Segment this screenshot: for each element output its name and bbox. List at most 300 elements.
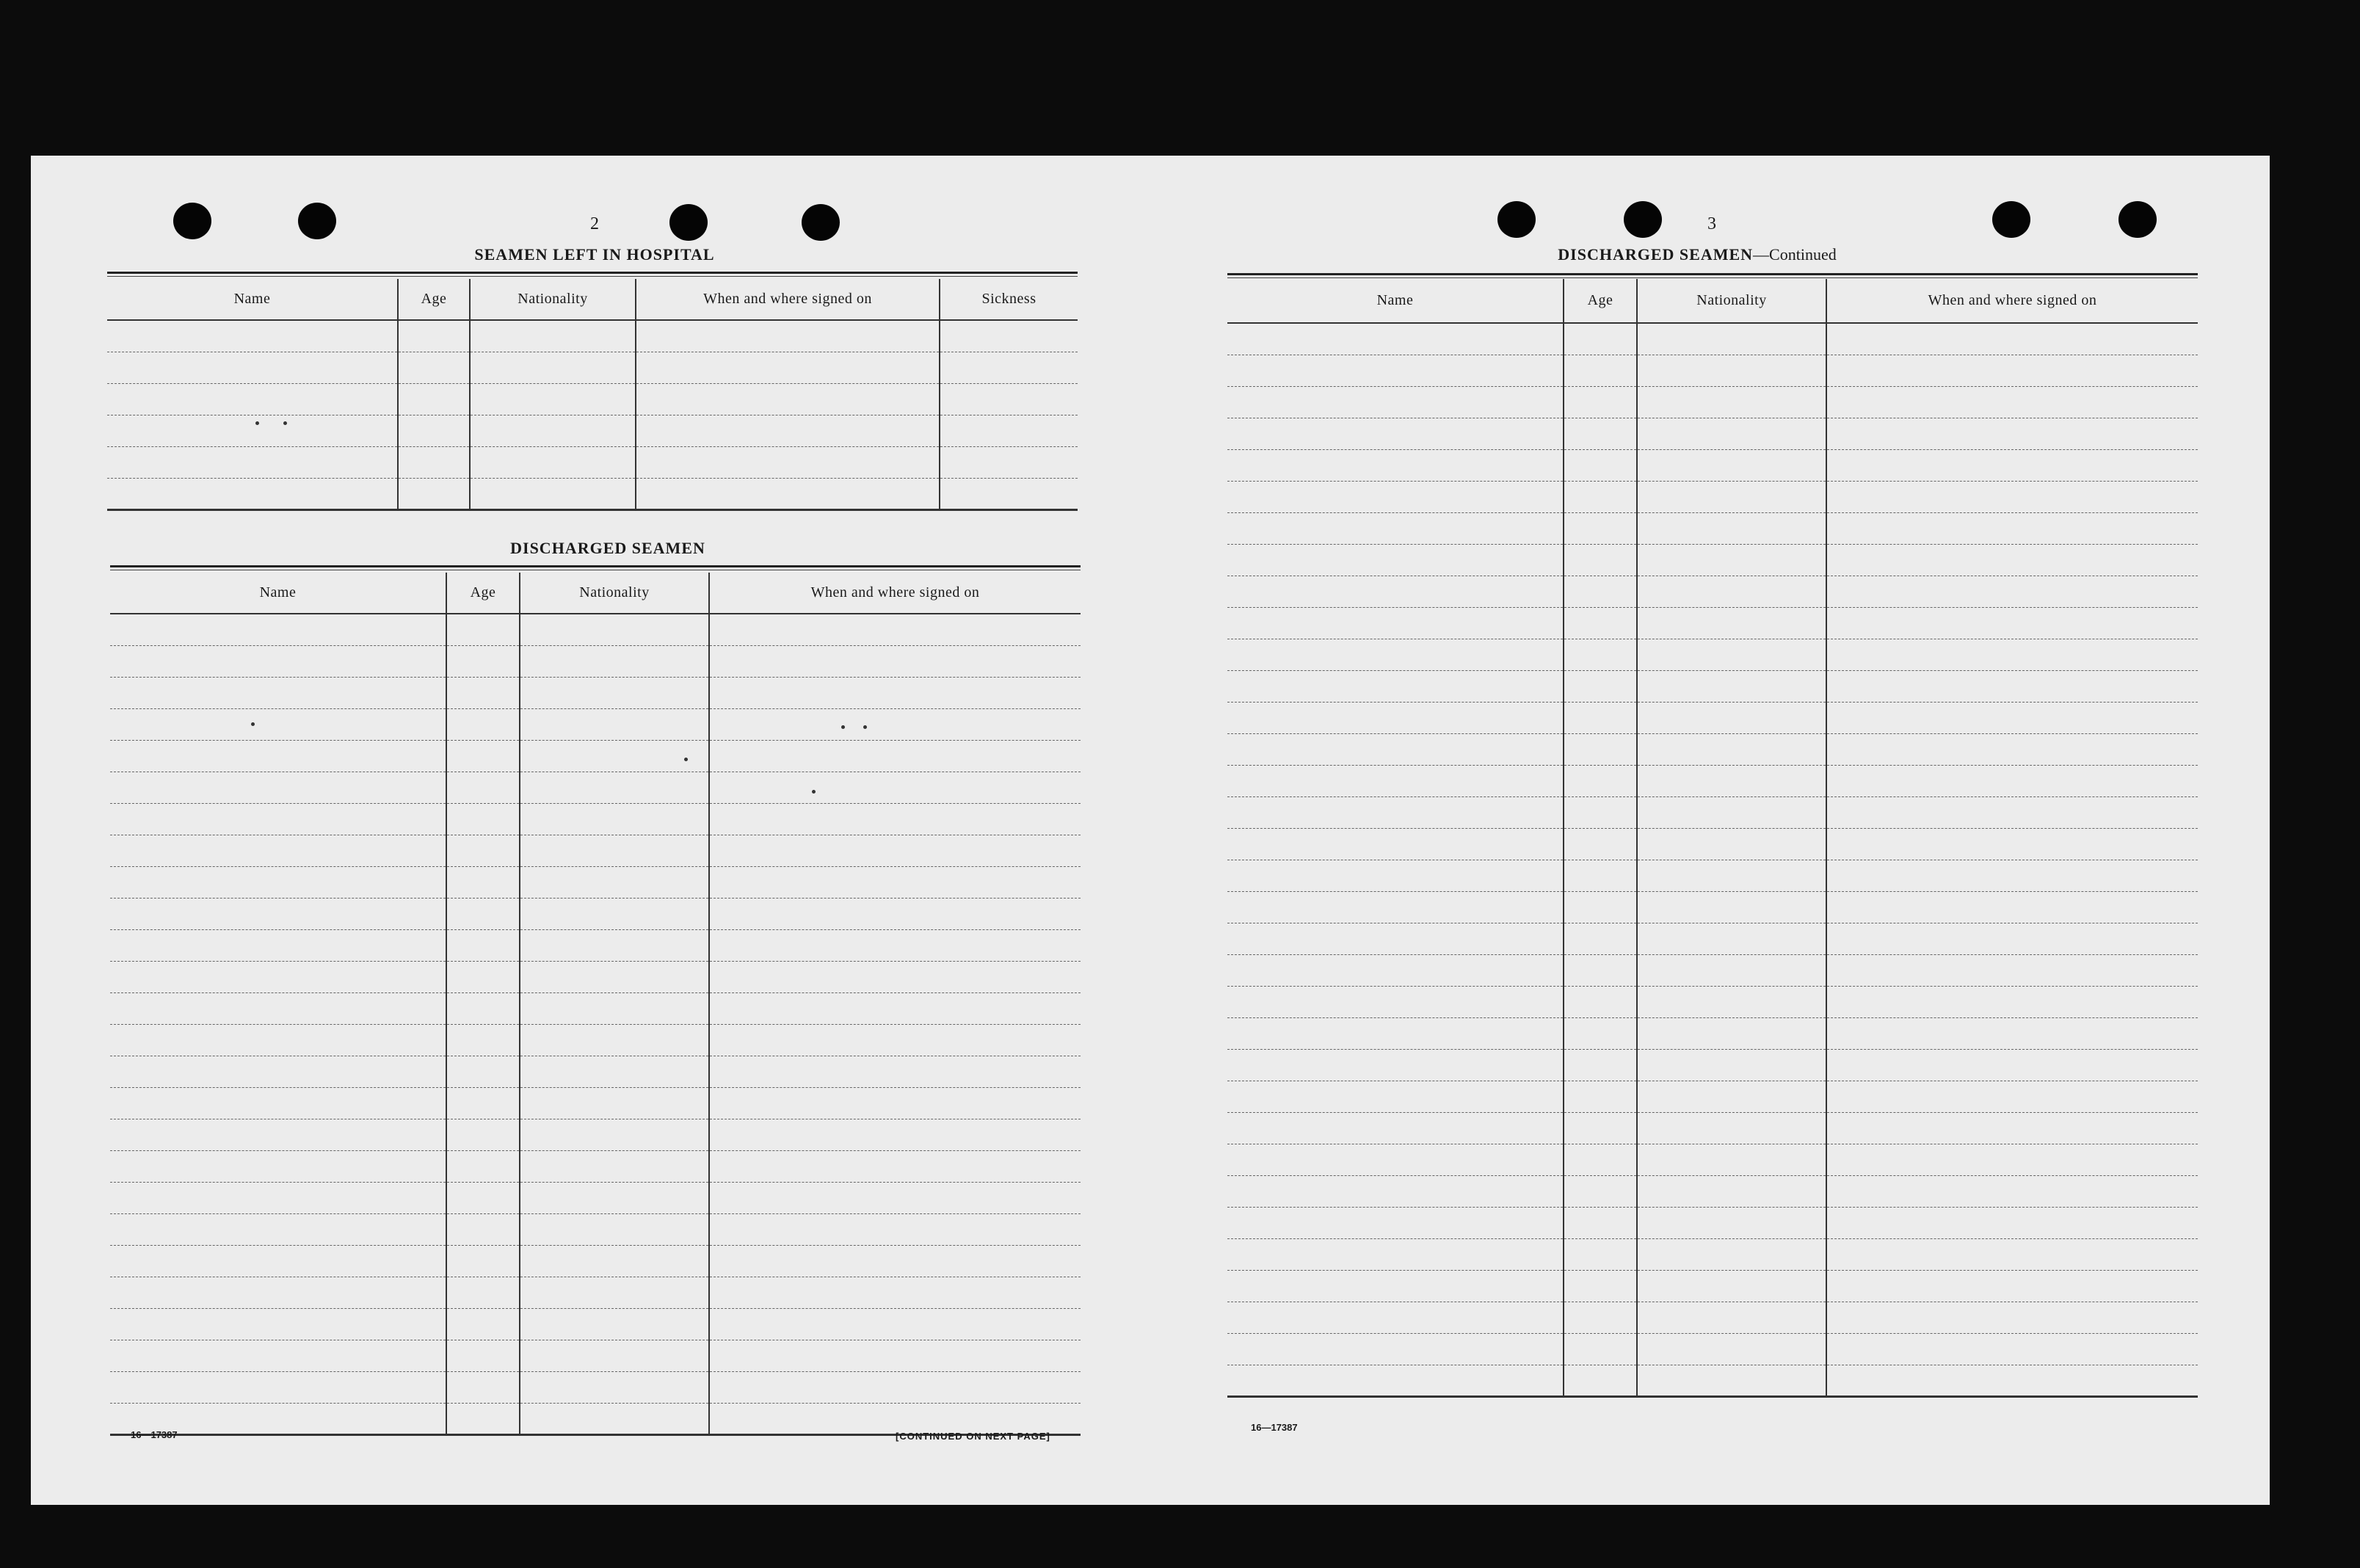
- table-cell: [107, 383, 398, 415]
- table-cell: [110, 1340, 446, 1371]
- table-cell: [709, 835, 1081, 866]
- table-cell: [1826, 1017, 2198, 1049]
- col-header-age: Age: [1564, 279, 1637, 323]
- table-cell: [709, 772, 1081, 803]
- table-cell: [1637, 702, 1826, 733]
- table-cell: [636, 415, 940, 446]
- table-cell: [709, 992, 1081, 1024]
- table-cell: [1564, 1081, 1637, 1112]
- table-cell: [940, 383, 1078, 415]
- table-cell: [1227, 1112, 1564, 1144]
- table-cell: [709, 1403, 1081, 1434]
- table-row: [107, 352, 1078, 383]
- table-cell: [520, 772, 709, 803]
- table-cell: [1637, 639, 1826, 670]
- table-cell: [1227, 733, 1564, 765]
- table-cell: [709, 1340, 1081, 1371]
- table-row: [1227, 1270, 2198, 1302]
- table-cell: [446, 835, 520, 866]
- discharged-table: [110, 573, 1081, 1436]
- table-cell: [1637, 418, 1826, 449]
- table-cell: [1637, 891, 1826, 923]
- table-cell: [446, 1119, 520, 1150]
- table-row: [110, 772, 1081, 803]
- table-cell: [110, 929, 446, 961]
- table-cell: [709, 1024, 1081, 1056]
- table-cell: [110, 772, 446, 803]
- punch-hole: [173, 203, 211, 239]
- table-cell: [1826, 1302, 2198, 1333]
- table-cell: [709, 1182, 1081, 1213]
- table-cell: [709, 740, 1081, 772]
- table-cell: [1227, 1365, 1564, 1396]
- table-cell: [470, 446, 636, 478]
- table-row: [1227, 765, 2198, 796]
- table-cell: [446, 677, 520, 708]
- table-cell: [1826, 1175, 2198, 1207]
- table-row: [1227, 1049, 2198, 1081]
- table-cell: [446, 1308, 520, 1340]
- table-cell: [1826, 733, 2198, 765]
- table-cell: [520, 1245, 709, 1277]
- table-cell: [520, 898, 709, 929]
- table-cell: [446, 1087, 520, 1119]
- table-row: [110, 1245, 1081, 1277]
- table-cell: [1227, 323, 1564, 355]
- punch-hole: [1992, 201, 2030, 238]
- table-row: [107, 415, 1078, 446]
- table-cell: [398, 320, 470, 352]
- table-cell: [1564, 544, 1637, 576]
- table-cell: [1564, 512, 1637, 544]
- table-cell: [1637, 1238, 1826, 1270]
- table-cell: [1564, 1017, 1637, 1049]
- table-cell: [1826, 607, 2198, 639]
- table-cell: [470, 352, 636, 383]
- table-row: [110, 1024, 1081, 1056]
- table-cell: [446, 1245, 520, 1277]
- table-cell: [520, 1182, 709, 1213]
- table-cell: [1826, 796, 2198, 828]
- table-cell: [520, 645, 709, 677]
- table-cell: [1564, 828, 1637, 860]
- page-number-right: 3: [1707, 214, 1716, 233]
- table-cell: [1564, 860, 1637, 891]
- table-cell: [1826, 891, 2198, 923]
- table-row: [1227, 386, 2198, 418]
- table-cell: [1564, 1049, 1637, 1081]
- table-cell: [1637, 576, 1826, 607]
- col-header-signed-on: When and where signed on: [1826, 279, 2198, 323]
- table-row: [1227, 702, 2198, 733]
- table-row: [1227, 481, 2198, 512]
- table-cell: [1227, 512, 1564, 544]
- table-row: [110, 1403, 1081, 1434]
- table-row: [110, 1182, 1081, 1213]
- table-cell: [1826, 923, 2198, 954]
- table-row: [110, 645, 1081, 677]
- table-cell: [520, 1371, 709, 1403]
- table-cell: [1227, 355, 1564, 386]
- table-cell: [709, 1277, 1081, 1308]
- table-cell: [110, 898, 446, 929]
- table-cell: [520, 708, 709, 740]
- scan-speck: [684, 758, 688, 761]
- table-cell: [520, 1403, 709, 1434]
- table-row: [110, 961, 1081, 992]
- col-header-nationality: Nationality: [470, 279, 636, 320]
- table-cell: [1564, 1270, 1637, 1302]
- table-cell: [470, 383, 636, 415]
- table-cell: [1564, 733, 1637, 765]
- table-cell: [110, 1182, 446, 1213]
- table-cell: [1637, 1144, 1826, 1175]
- table-cell: [446, 1340, 520, 1371]
- continued-title-rule: [1227, 273, 2198, 275]
- hospital-table: [107, 279, 1078, 511]
- table-cell: [520, 961, 709, 992]
- table-cell: [1227, 828, 1564, 860]
- table-cell: [709, 1213, 1081, 1245]
- table-cell: [520, 1308, 709, 1340]
- table-cell: [110, 1087, 446, 1119]
- table-cell: [446, 1024, 520, 1056]
- table-cell: [1564, 1238, 1637, 1270]
- table-cell: [1564, 765, 1637, 796]
- table-cell: [110, 708, 446, 740]
- table-cell: [1227, 386, 1564, 418]
- table-cell: [1826, 1144, 2198, 1175]
- col-header-name: Name: [1227, 279, 1564, 323]
- table-cell: [446, 1371, 520, 1403]
- table-cell: [1564, 891, 1637, 923]
- col-header-name: Name: [110, 573, 446, 614]
- table-cell: [446, 1182, 520, 1213]
- table-cell: [470, 415, 636, 446]
- table-cell: [446, 961, 520, 992]
- table-cell: [1564, 639, 1637, 670]
- table-cell: [709, 1119, 1081, 1150]
- table-cell: [110, 1213, 446, 1245]
- table-cell: [709, 803, 1081, 835]
- table-row: [110, 1213, 1081, 1245]
- table-cell: [1826, 481, 2198, 512]
- table-cell: [1227, 1270, 1564, 1302]
- table-cell: [940, 352, 1078, 383]
- table-cell: [470, 320, 636, 352]
- table-cell: [520, 1340, 709, 1371]
- punch-hole: [1624, 201, 1662, 238]
- discharged-continued-title-main: DISCHARGED SEAMEN: [1558, 245, 1754, 264]
- table-row: [1227, 607, 2198, 639]
- table-cell: [1637, 544, 1826, 576]
- table-cell: [1637, 1112, 1826, 1144]
- table-cell: [110, 1150, 446, 1182]
- punch-hole: [1497, 201, 1536, 238]
- table-cell: [1227, 1144, 1564, 1175]
- table-cell: [1564, 481, 1637, 512]
- table-row: [107, 320, 1078, 352]
- table-row: [1227, 923, 2198, 954]
- table-cell: [520, 1119, 709, 1150]
- table-cell: [1564, 986, 1637, 1017]
- table-row: [110, 1340, 1081, 1371]
- table-row: [1227, 1112, 2198, 1144]
- table-cell: [1637, 1207, 1826, 1238]
- table-cell: [709, 1087, 1081, 1119]
- table-row: [1227, 512, 2198, 544]
- table-cell: [709, 1056, 1081, 1087]
- table-cell: [1637, 1081, 1826, 1112]
- table-cell: [1227, 1175, 1564, 1207]
- table-cell: [107, 446, 398, 478]
- table-cell: [1564, 607, 1637, 639]
- table-cell: [1637, 481, 1826, 512]
- table-row: [107, 383, 1078, 415]
- table-cell: [110, 645, 446, 677]
- table-cell: [1826, 860, 2198, 891]
- table-cell: [1637, 1333, 1826, 1365]
- table-cell: [446, 1277, 520, 1308]
- form-code-left: 16—17387: [131, 1429, 178, 1440]
- col-header-nationality: Nationality: [520, 573, 709, 614]
- table-row: [110, 835, 1081, 866]
- table-cell: [1564, 323, 1637, 355]
- table-row: [110, 1371, 1081, 1403]
- table-cell: [520, 1056, 709, 1087]
- table-cell: [520, 866, 709, 898]
- table-cell: [520, 992, 709, 1024]
- table-row: [1227, 544, 2198, 576]
- table-cell: [1564, 449, 1637, 481]
- table-cell: [1227, 544, 1564, 576]
- table-row: [1227, 1207, 2198, 1238]
- table-cell: [1637, 986, 1826, 1017]
- table-cell: [1637, 1017, 1826, 1049]
- table-cell: [1637, 1175, 1826, 1207]
- table-cell: [1637, 796, 1826, 828]
- table-row: [110, 929, 1081, 961]
- table-cell: [398, 415, 470, 446]
- table-cell: [1227, 765, 1564, 796]
- table-row: [1227, 733, 2198, 765]
- table-cell: [1564, 1207, 1637, 1238]
- table-cell: [110, 740, 446, 772]
- table-cell: [1637, 1049, 1826, 1081]
- table-cell: [446, 708, 520, 740]
- table-cell: [446, 992, 520, 1024]
- table-row: [1227, 828, 2198, 860]
- table-row: [110, 898, 1081, 929]
- table-row: [1227, 355, 2198, 386]
- table-cell: [1564, 355, 1637, 386]
- continued-note: [CONTINUED ON NEXT PAGE]: [896, 1431, 1050, 1442]
- table-cell: [940, 478, 1078, 509]
- table-row: [107, 446, 1078, 478]
- table-row: [110, 803, 1081, 835]
- table-cell: [1637, 828, 1826, 860]
- col-header-age: Age: [446, 573, 520, 614]
- table-cell: [940, 320, 1078, 352]
- table-cell: [110, 866, 446, 898]
- table-row: [1227, 1365, 2198, 1396]
- table-cell: [1826, 576, 2198, 607]
- document-sheet: [31, 156, 2270, 1505]
- table-cell: [1826, 386, 2198, 418]
- table-cell: [110, 835, 446, 866]
- table-cell: [1826, 1049, 2198, 1081]
- col-header-signed-on: When and where signed on: [709, 573, 1081, 614]
- table-cell: [1826, 512, 2198, 544]
- table-cell: [1637, 1270, 1826, 1302]
- table-cell: [1564, 1333, 1637, 1365]
- table-row: [1227, 1302, 2198, 1333]
- col-header-age: Age: [398, 279, 470, 320]
- table-cell: [1227, 923, 1564, 954]
- table-cell: [636, 446, 940, 478]
- table-cell: [1227, 986, 1564, 1017]
- table-cell: [709, 645, 1081, 677]
- table-row: [107, 478, 1078, 509]
- table-row: [110, 677, 1081, 708]
- scan-speck: [283, 421, 287, 425]
- table-cell: [1826, 639, 2198, 670]
- table-cell: [1564, 796, 1637, 828]
- hospital-section-title: SEAMEN LEFT IN HOSPITAL: [474, 245, 715, 264]
- discharged-continued-title: [1558, 245, 1836, 264]
- table-row: [1227, 639, 2198, 670]
- table-cell: [1826, 954, 2198, 986]
- table-cell: [1637, 355, 1826, 386]
- table-cell: [1227, 449, 1564, 481]
- table-cell: [709, 929, 1081, 961]
- table-cell: [1227, 607, 1564, 639]
- table-cell: [1826, 1238, 2198, 1270]
- continued-table: [1227, 279, 2198, 1398]
- table-cell: [1637, 733, 1826, 765]
- table-cell: [1637, 1302, 1826, 1333]
- table-cell: [398, 383, 470, 415]
- table-cell: [1826, 1333, 2198, 1365]
- table-cell: [1564, 1144, 1637, 1175]
- table-cell: [709, 898, 1081, 929]
- table-row: [1227, 1333, 2198, 1365]
- table-cell: [1826, 1270, 2198, 1302]
- table-cell: [110, 1371, 446, 1403]
- table-row: [1227, 449, 2198, 481]
- table-cell: [446, 929, 520, 961]
- table-cell: [446, 1403, 520, 1434]
- table-cell: [446, 1150, 520, 1182]
- table-cell: [1227, 954, 1564, 986]
- table-cell: [110, 677, 446, 708]
- table-cell: [1637, 954, 1826, 986]
- table-cell: [940, 415, 1078, 446]
- table-cell: [110, 961, 446, 992]
- table-cell: [1637, 860, 1826, 891]
- table-cell: [1227, 576, 1564, 607]
- table-cell: [1227, 418, 1564, 449]
- table-cell: [1227, 860, 1564, 891]
- col-header-sickness: Sickness: [940, 279, 1078, 320]
- table-row: [1227, 1238, 2198, 1270]
- table-cell: [709, 708, 1081, 740]
- table-row: [110, 740, 1081, 772]
- table-row: [1227, 1017, 2198, 1049]
- table-cell: [1826, 828, 2198, 860]
- table-cell: [398, 352, 470, 383]
- table-cell: [110, 1119, 446, 1150]
- table-cell: [1227, 1238, 1564, 1270]
- table-row: [1227, 1144, 2198, 1175]
- table-row: [1227, 1081, 2198, 1112]
- table-row: [1227, 986, 2198, 1017]
- table-cell: [709, 866, 1081, 898]
- table-cell: [709, 677, 1081, 708]
- table-cell: [1637, 1365, 1826, 1396]
- table-cell: [1227, 639, 1564, 670]
- table-cell: [636, 320, 940, 352]
- table-cell: [1227, 702, 1564, 733]
- discharged-section-title: DISCHARGED SEAMEN: [510, 539, 705, 557]
- scan-speck: [812, 790, 816, 794]
- discharged-title-rule: [110, 565, 1081, 567]
- table-cell: [1826, 1081, 2198, 1112]
- table-cell: [520, 929, 709, 961]
- table-cell: [520, 677, 709, 708]
- table-cell: [1637, 923, 1826, 954]
- punch-hole: [298, 203, 336, 239]
- table-cell: [1564, 1302, 1637, 1333]
- table-cell: [1227, 1049, 1564, 1081]
- table-cell: [1564, 418, 1637, 449]
- col-header-signed-on: When and where signed on: [636, 279, 940, 320]
- table-cell: [520, 740, 709, 772]
- table-cell: [1227, 1333, 1564, 1365]
- table-cell: [636, 383, 940, 415]
- table-cell: [1826, 355, 2198, 386]
- table-cell: [1564, 923, 1637, 954]
- table-cell: [709, 614, 1081, 645]
- table-cell: [1637, 449, 1826, 481]
- table-row: [110, 1308, 1081, 1340]
- table-row: [1227, 1175, 2198, 1207]
- table-cell: [1637, 765, 1826, 796]
- table-cell: [1637, 386, 1826, 418]
- table-cell: [446, 645, 520, 677]
- table-cell: [1826, 544, 2198, 576]
- table-cell: [1227, 796, 1564, 828]
- table-cell: [107, 352, 398, 383]
- table-cell: [520, 803, 709, 835]
- discharged-continued-suffix: —Continued: [1753, 245, 1837, 264]
- col-header-name: Name: [107, 279, 398, 320]
- table-cell: [1227, 1302, 1564, 1333]
- table-row: [110, 1150, 1081, 1182]
- table-row: [110, 614, 1081, 645]
- table-cell: [446, 1056, 520, 1087]
- table-cell: [1564, 1365, 1637, 1396]
- table-cell: [1826, 765, 2198, 796]
- table-cell: [1826, 323, 2198, 355]
- table-cell: [1826, 1112, 2198, 1144]
- hospital-title-rule: [107, 272, 1078, 274]
- table-cell: [709, 1371, 1081, 1403]
- table-cell: [1637, 670, 1826, 702]
- table-cell: [107, 415, 398, 446]
- table-row: [1227, 418, 2198, 449]
- table-row: [1227, 860, 2198, 891]
